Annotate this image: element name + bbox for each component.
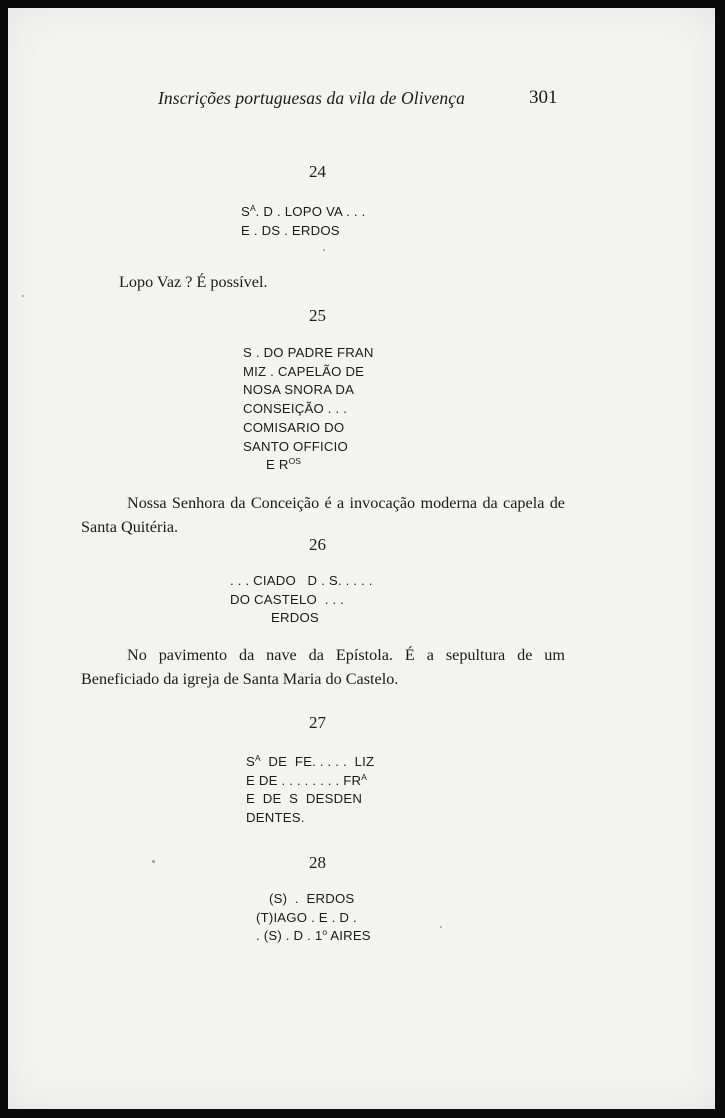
entry-number: 25 (309, 306, 326, 325)
inscription-line: CONSEIÇÃO . . . (243, 401, 348, 417)
scan-speck (22, 295, 24, 297)
scan-speck (152, 860, 155, 863)
inscription-line: SANTO OFFICIO (243, 438, 348, 454)
inscription-line: $S^A$ DE FE. . . . . LIZ (246, 753, 375, 769)
commentary: Lopo Vaz ? É possível. (119, 273, 268, 291)
entry-number: 27 (309, 713, 326, 732)
inscription-text (243, 344, 374, 475)
inscription-line: NOSA SNORA DA (243, 382, 355, 398)
inscription-text (241, 203, 366, 240)
inscription-text (256, 890, 371, 946)
inscription-line: E $R^{OS}$ (266, 456, 301, 473)
inscription-line: MIZ . CAPELÃO DE (243, 363, 365, 379)
entry-number: 26 (309, 535, 326, 554)
inscription-line: . (S) . D . 1$^o$ AIRES (256, 927, 371, 944)
inscription-line: E . DS . ERDOS (241, 222, 340, 238)
inscription-line: DENTES. (246, 810, 305, 826)
inscription-line: COMISARIO DO (243, 419, 345, 435)
inscription-line: (S) . ERDOS (269, 891, 355, 906)
commentary: No pavimento da nave da Epístola. É a sepultura de um Beneficiado da igreja de Santa Maria do Castelo. (81, 646, 565, 688)
inscription-line: (T)IAGO . E . D . (256, 909, 357, 925)
running-title: Inscrições portuguesas da vila de Olivença (158, 88, 465, 108)
inscription-text (246, 753, 374, 828)
inscription-line: S . DO PADRE FRAN (243, 345, 374, 360)
entry-number: 28 (309, 853, 326, 872)
scan-speck (440, 926, 442, 928)
entry-number: 24 (309, 162, 326, 181)
book-page (8, 8, 715, 1109)
inscription-line: . . . CIADO D . S. . . . . (230, 573, 373, 588)
inscription-line: E DE . . . . . . . . $FR^A$ (246, 771, 367, 788)
inscription-line: ERDOS (271, 610, 319, 626)
inscription-line: $S^A$. D . LOPO VA . . . (241, 203, 366, 219)
page-number: 301 (529, 87, 558, 108)
inscription-line: DO CASTELO . . . (230, 591, 345, 607)
commentary: Nossa Senhora da Conceição é a invocação moderna da capela de Santa Quitéria. (81, 494, 565, 536)
inscription-text (230, 572, 373, 628)
inscription-line: E DE S DESDEN (246, 791, 363, 807)
scan-speck (323, 249, 325, 251)
